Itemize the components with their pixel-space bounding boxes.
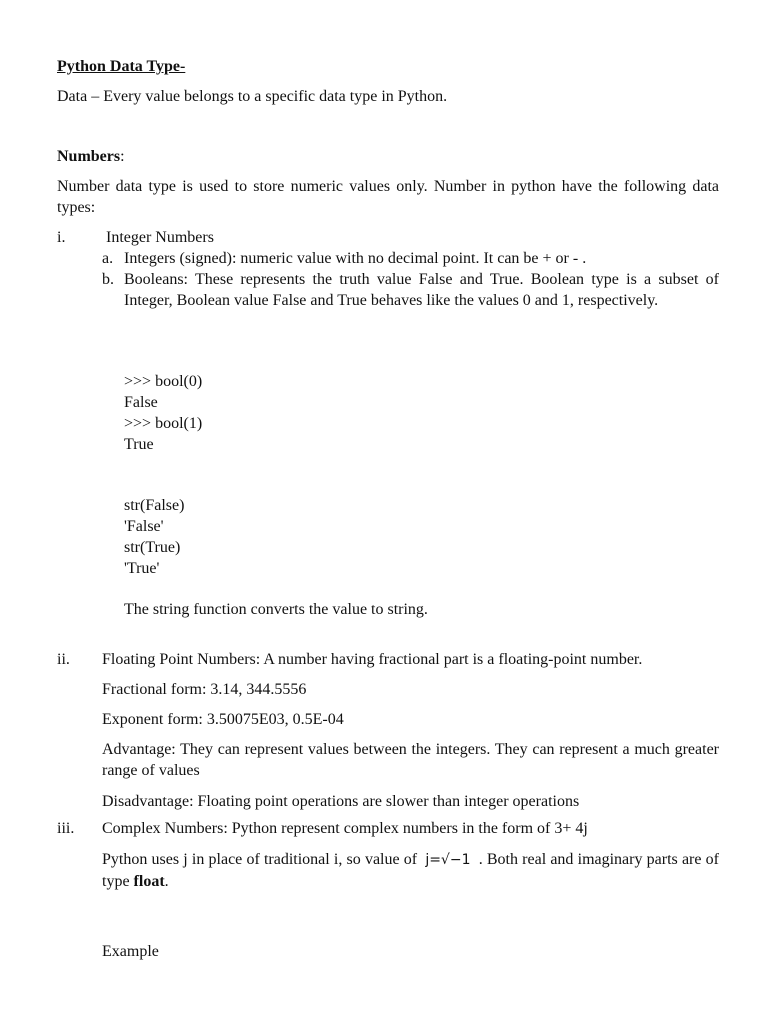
code-bool-block — [124, 371, 202, 455]
item-b-text: Booleans: These represents the truth value False and True. Boolean type is a subset of Integer, Boolean value False and True behaves like the values 0 and 1, respectively. — [124, 271, 719, 309]
code-line: 'True' — [124, 560, 160, 577]
code-line: >>> bool(0) — [124, 373, 203, 390]
code-line: False — [124, 394, 158, 411]
numbers-heading-label: Numbers — [57, 148, 121, 165]
code-line: >>> bool(1) — [124, 415, 203, 432]
intro-text: Data – Every value belongs to a specific data type in Python. — [57, 88, 448, 105]
numbers-description: Number data type is used to store numeric values only. Number in python have the following data types: — [57, 178, 719, 216]
exponent-form: Exponent form: 3.50075E03, 0.5E-04 — [102, 711, 344, 728]
section-ii-marker: ii. — [57, 651, 70, 668]
section-i-marker: i. — [57, 229, 66, 246]
example-label: Example — [102, 943, 159, 960]
complex-detail — [102, 849, 719, 892]
numbers-heading — [57, 146, 125, 167]
section-iii-marker: iii. — [57, 820, 75, 837]
numbers-heading-colon: : — [120, 148, 125, 165]
code-line: str(True) — [124, 539, 181, 556]
code-line: True — [124, 436, 154, 453]
string-note: The string function converts the value to string. — [124, 601, 428, 618]
complex-detail-middle: . Both real and imaginary parts are of type — [102, 851, 720, 890]
section-i-label: Integer Numbers — [106, 229, 214, 246]
advantage-text: Advantage: They can represent values between the integers. They can represent a much greater range of values — [102, 741, 719, 779]
section-iii-text: Complex Numbers: Python represent complex numbers in the form of 3+ 4j — [102, 820, 588, 837]
code-line: str(False) — [124, 497, 185, 514]
page-title: Python Data Type- — [57, 58, 186, 75]
disadvantage-text: Disadvantage: Floating point operations are slower than integer operations — [102, 793, 580, 810]
complex-detail-start: Python uses j in place of traditional i, so value of — [102, 851, 418, 868]
code-line: 'False' — [124, 518, 164, 535]
item-b-marker: b. — [102, 271, 114, 288]
float-keyword: float — [133, 873, 165, 890]
item-a-marker: a. — [102, 250, 114, 267]
section-ii-text: Floating Point Numbers: A number having fractional part is a floating-point number. — [102, 651, 643, 668]
fractional-form: Fractional form: 3.14, 344.5556 — [102, 681, 307, 698]
code-str-block — [124, 495, 184, 579]
complex-detail-end: . — [164, 873, 169, 890]
sqrt-formula: j=√−1 — [425, 852, 471, 868]
item-a-text: Integers (signed): numeric value with no decimal point. It can be + or - . — [124, 250, 587, 267]
